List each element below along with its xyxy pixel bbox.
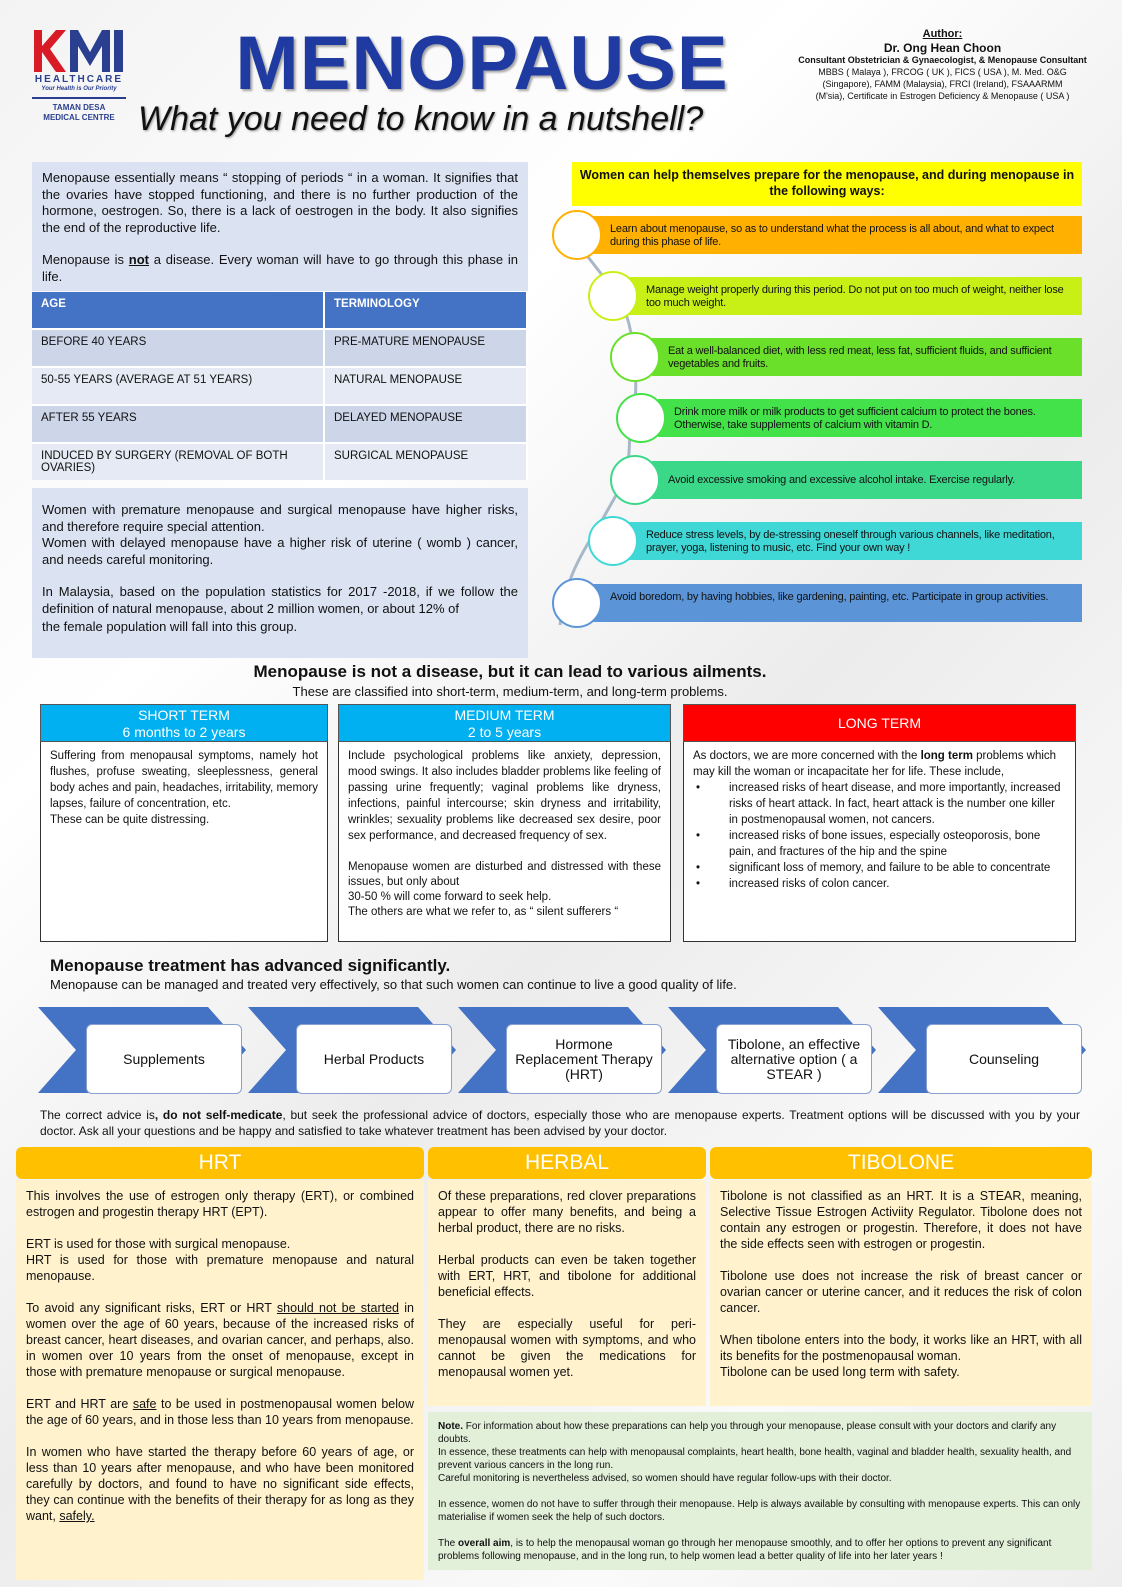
intro-paragraph: Menopause is not a disease. Every woman will have to go through this phase in life. xyxy=(42,252,518,284)
step-circle-icon xyxy=(552,578,602,628)
risk-paragraph: Women with delayed menopause have a higher risk of uterine ( womb ) cancer, and needs careful monitoring. xyxy=(42,535,518,567)
kmi-logo xyxy=(32,30,126,72)
short-term-header: SHORT TERM 6 months to 2 years xyxy=(40,704,328,742)
note-box: Note. For information about how these preparations can help you through your menopause, please consult with your doctors and clarify any doubts. In essence, these treatments can help with menopausal complaints, heart health, bone health, vaginal and bladder health, sexuality health, and prevent various cancers in the long run. Careful monitoring is nevertheless advised, so women should have regular follow-ups with their doctor. In essence, women do not have to suffer through their menopause. Help is always available by consulting with menopause experts. This can only materialise if women seek the help of such doctors. The overall aim, is to help the menopausal woman go through her menopause smoothly, and to offer her options to prevent any significant problems following menopause, and in the long run, to help women lead a better quality of life into her later years ! xyxy=(428,1412,1092,1570)
logo-brand: HEALTHCARE xyxy=(34,74,124,85)
way-item: Avoid excessive smoking and excessive alcohol intake. Exercise regularly. xyxy=(652,461,1082,499)
logo-tagline: Your Health is Our Priority xyxy=(41,86,117,92)
way-item: Learn about menopause, so as to understand what the process is all about, and what to expect during this phase of life. xyxy=(590,216,1082,254)
treatment-option: Counseling xyxy=(926,1024,1082,1094)
table-row xyxy=(32,366,528,404)
author-creds: (M'sia), Certificate in Estrogen Deficiency & Menopause ( USA ) xyxy=(815,91,1070,101)
ailments-subtitle: These are classified into short-term, medium-term, and long-term problems. xyxy=(292,684,728,699)
medium-term-header: MEDIUM TERM 2 to 5 years xyxy=(338,704,671,742)
logo-centre-name: TAMAN DESA MEDICAL CENTRE xyxy=(43,103,115,122)
step-circle-icon xyxy=(552,210,602,260)
treatment-option: Herbal Products xyxy=(296,1024,452,1094)
author-name: Dr. Ong Hean Choon xyxy=(883,41,1002,55)
step-circle-icon xyxy=(588,271,638,321)
table-cell: BEFORE 40 YEARS xyxy=(32,328,325,366)
table-row xyxy=(32,328,528,366)
table-header: TERMINOLOGY xyxy=(325,292,528,328)
risk-paragraph: In Malaysia, based on the population statistics for 2017 -2018, if we follow the definition of natural menopause, about 2 million women, or about 12% of xyxy=(42,584,518,616)
author-role: Consultant Obstetrician & Gynaecologist, & Menopause Consultant xyxy=(798,55,1087,65)
table-row xyxy=(32,442,528,480)
advice-text: The correct advice is, do not self-medicate, but seek the professional advice of doctors, especially those who are menopause experts. Treatment options will be discussed with you by your doctor. Ask all your questions and be happy and satisfied to take whatever treatment has been advised by your doctor. xyxy=(40,1108,1080,1138)
step-circle-icon xyxy=(610,332,660,382)
step-circle-icon xyxy=(588,516,638,566)
author-block xyxy=(780,28,1105,102)
treatment-title: Menopause treatment has advanced significantly. xyxy=(50,956,451,975)
intro-paragraph: Menopause essentially means “ stopping of periods “ in a woman. It signifies that the ovaries have stopped functioning, and there is no further production of the hormone, oestrogen. So, there is a lack of oestrogen in the body. It also signifies the end of the reproductive life. xyxy=(42,170,518,235)
treatment-subtitle: Menopause can be managed and treated very effectively, so that such women can continue to live a good quality of life. xyxy=(50,977,737,992)
table-cell: DELAYED MENOPAUSE xyxy=(325,404,528,442)
author-label: Author: xyxy=(922,28,963,40)
treatment-option: Tibolone, an effective alternative option ( a STEAR ) xyxy=(716,1024,872,1094)
herbal-header: HERBAL xyxy=(428,1147,706,1179)
risk-box xyxy=(32,488,528,658)
medium-term-body: Include psychological problems like anxiety, depression, mood swings. It also includes bladder problems like feeling of passing urine frequently; vaginal problems like dryness, infections, painful intercourse; skin dryness and irritability, wrinkles; sexuality problems like decreased sex desire, poor sex performance, and decreased frequency of sex. Menopause women are disturbed and distressed with these issues, but only about 30-50 % will come forward to seek help. The others are what we refer to, as “ silent sufferers “ xyxy=(338,742,671,942)
risk-paragraph: the female population will fall into this group. xyxy=(42,619,298,634)
table-cell: PRE-MATURE MENOPAUSE xyxy=(325,328,528,366)
table-header: AGE xyxy=(32,292,325,328)
hrt-header: HRT xyxy=(16,1147,424,1179)
treatment-option: Supplements xyxy=(86,1024,242,1094)
table-cell: SURGICAL MENOPAUSE xyxy=(325,442,528,480)
table-cell: INDUCED BY SURGERY (REMOVAL OF BOTH OVARIES) xyxy=(32,442,325,480)
hrt-body: This involves the use of estrogen only therapy (ERT), or combined estrogen and progestin therapy HRT (EPT). ERT is used for those with surgical menopause. HRT is used for those with premature menopause and natural menopause. To avoid any significant risks, ERT or HRT should not be started in women over the age of 60 years, because of the increased risks of breast cancer, heart diseases, and ovarian cancer, and perhaps, also. in women over 10 years from the onset of menopause, except in those with premature menopause or surgical menopause. ERT and HRT are safe to be used in postmenopausal women below the age of 60 years, and in those less than 10 years from menopause. In women who have started the therapy before 60 years of age, or less than 10 years after menopause, and who have been monitored carefully by doctors, and found to have no significant side effects, they can continue with the benefits of their therapy for as long as they want, safely. xyxy=(16,1180,424,1580)
tibolone-header: TIBOLONE xyxy=(710,1147,1092,1179)
medium-term-card xyxy=(338,704,671,942)
table-cell: NATURAL MENOPAUSE xyxy=(325,366,528,404)
way-item: Drink more milk or milk products to get sufficient calcium to protect the bones. Otherwise, take supplements of calcium with vitamin D. xyxy=(658,399,1082,437)
way-item: Reduce stress levels, by de-stressing oneself through various channels, like meditation, prayer, yoga, listening to music, etc. Find your own way ! xyxy=(628,522,1082,560)
logo-divider xyxy=(32,97,126,99)
table-row xyxy=(32,404,528,442)
table-cell: 50-55 YEARS (AVERAGE AT 51 YEARS) xyxy=(32,366,325,404)
long-term-card xyxy=(683,704,1076,942)
page-subtitle: What you need to know in a nutshell? xyxy=(138,100,704,138)
short-term-card xyxy=(40,704,328,942)
ailments-title: Menopause is not a disease, but it can lead to various ailments. xyxy=(253,662,767,681)
author-creds: (Singapore), FAMM (Malaysia), FRCI (Ireland), FSAAARMM xyxy=(822,79,1063,89)
way-item: Avoid boredom, by having hobbies, like gardening, painting, etc. Participate in group activities. xyxy=(590,584,1082,622)
list-item: • increased risks of colon cancer. xyxy=(693,876,1066,892)
herbal-body: Of these preparations, red clover preparations appear to offer many benefits, and being a herbal product, there are no risks. Herbal products can even be taken together with ERT, HRT, and tibolone for additional beneficial effects. They are especially useful for peri-menopausal women with symptoms, and who cannot be given the medications for menopausal women yet. xyxy=(428,1180,706,1406)
list-item: • significant loss of memory, and failure to be able to concentrate xyxy=(693,860,1066,876)
long-term-list xyxy=(693,780,1066,892)
ways-title: Women can help themselves prepare for the menopause, and during menopause in the following ways: xyxy=(572,162,1082,206)
table-cell: AFTER 55 YEARS xyxy=(32,404,325,442)
step-circle-icon xyxy=(616,393,666,443)
author-creds: MBBS ( Malaya ), FRCOG ( UK ), FICS ( USA ), M. Med. O&G xyxy=(818,67,1067,77)
step-circle-icon xyxy=(610,455,660,505)
way-item: Eat a well-balanced diet, with less red meat, less fat, sufficient fluids, and sufficient vegetables and fruits. xyxy=(652,338,1082,376)
table-header-row xyxy=(32,292,528,328)
long-term-body: As doctors, we are more concerned with the long term problems which may kill the woman or incapacitate her for life. These include, • increased risks of heart disease, and more importantly, increased risks of heart attack. In fact, heart attack is the number one killer in postmenopausal women, not cancers. • increased risks of bone issues, especially osteoporosis, bone pain, and fractures of the hip and the spine • significant loss of memory, and failure to be able to concentrate • increased risks of colon cancer. xyxy=(683,742,1076,942)
way-item: Manage weight properly during this period. Do not put on too much of weight, neither lose too much weight. xyxy=(628,277,1082,315)
list-item: • increased risks of heart disease, and more importantly, increased risks of heart attack. In fact, heart attack is the number one killer in postmenopausal women, not cancers. xyxy=(693,780,1066,828)
long-term-header: LONG TERM xyxy=(683,704,1076,742)
treatment-option: Hormone Replacement Therapy (HRT) xyxy=(506,1024,662,1094)
risk-paragraph: Women with premature menopause and surgical menopause have higher risks, and therefore require special attention. xyxy=(42,502,518,534)
short-term-body: Suffering from menopausal symptoms, namely hot flushes, profuse sweating, sleeplessness, general body aches and pain, headaches, irritability, memory lapses, failure of concentration, etc. These can be quite distressing. xyxy=(40,742,328,942)
page-title: MENOPAUSE xyxy=(235,21,729,106)
tibolone-body: Tibolone is not classified as an HRT. It is a STEAR, meaning, Selective Tissue Estrogen Activiity Regulator. Tibolone does not contain any estrogen or progestin. Therefore, it does not have the side effects seen with estrogen or progestin. Tibolone use does not increase the risk of breast cancer or ovarian cancer or uterine cancer, and it reduces the risk of colon cancer. When tibolone enters into the body, it works like an HRT, with all its benefits for the postmenopausal woman. Tibolone can be used long term with safety. xyxy=(710,1180,1092,1406)
age-terminology-table xyxy=(32,292,528,480)
list-item: • increased risks of bone issues, especially osteoporosis, bone pain, and fractures of the hip and the spine xyxy=(693,828,1066,860)
intro-box xyxy=(32,162,528,291)
